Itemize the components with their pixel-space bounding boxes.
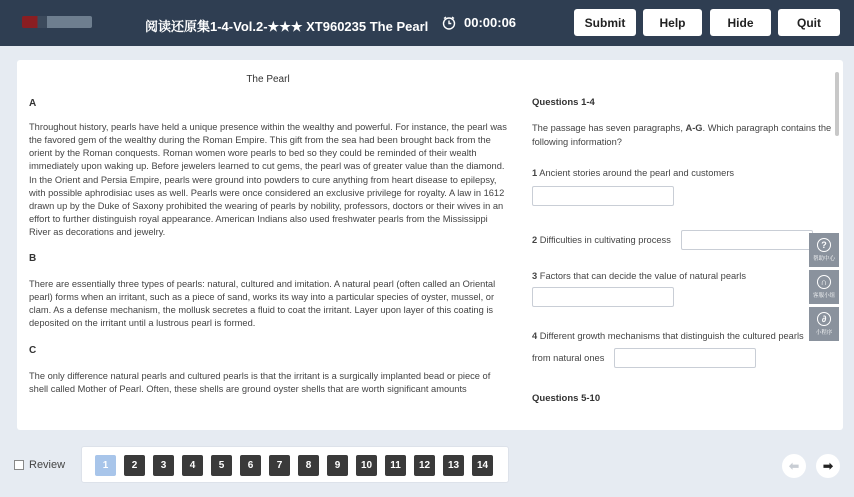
paragraph-text: The only difference natural pearls and cultured pearls is that the irritant is a surgically implanted bead or piece of shell called Mother of Pearl. Often, these shells are ground oyster shells that are worth significant amounts [29,370,491,394]
quit-button[interactable]: Quit [778,9,840,36]
test-title: 阅读还原集1-4-Vol.2-★★★ XT960235 The Pearl [145,19,429,34]
answer-input-1[interactable] [532,186,674,206]
page-button[interactable]: 2 [124,455,145,476]
review-toggle[interactable] [14,459,65,471]
next-arrow-button[interactable] [816,454,840,478]
prev-arrow-button[interactable] [782,454,806,478]
review-label: Review [29,459,66,471]
page-button[interactable]: 1 [95,455,116,476]
help-center-icon: ? [817,238,831,252]
content-panel [17,60,843,430]
help-center-label: 帮助中心 [812,256,835,262]
question-item: 2 Difficulties in cultivating process [532,230,832,250]
passage-title: The Pearl [246,74,290,85]
customer-service-label: 客服小组 [812,293,835,299]
question-item-continued: from natural ones [532,348,832,368]
page-button[interactable]: 11 [385,455,406,476]
page-button[interactable]: 13 [443,455,464,476]
page-button[interactable]: 5 [211,455,232,476]
top-bar [0,0,854,46]
page-button[interactable]: 9 [327,455,348,476]
page-button[interactable]: 3 [153,455,174,476]
review-checkbox[interactable] [14,460,24,470]
scrollbar[interactable] [835,72,839,136]
page-button[interactable]: 10 [356,455,377,476]
help-button[interactable]: Help [643,9,702,36]
page-button[interactable]: 12 [414,455,435,476]
answer-input-4[interactable] [614,348,756,368]
paragraph-letter: C [29,344,37,356]
clock-icon [442,16,456,30]
arrow-right-icon: ➡ [822,459,834,473]
mini-program-icon: ∂ [817,312,831,326]
paragraph-letter: A [29,98,37,110]
mini-program-widget[interactable] [809,307,839,341]
timer-value: 00:00:06 [464,15,517,30]
brand-logo [22,16,92,28]
questions-instruction: The passage has seven paragraphs, A-G. Which paragraph contains the following information? [532,123,832,147]
passage-pane[interactable] [29,68,507,430]
questions-heading: Questions 5-10 [532,393,601,404]
page-button[interactable]: 14 [472,455,493,476]
customer-service-widget[interactable] [809,270,839,304]
answer-input-2[interactable] [681,230,813,250]
questions-heading: Questions 1-4 [532,97,595,108]
submit-button[interactable]: Submit [574,9,636,36]
page-button[interactable]: 7 [269,455,290,476]
hide-button[interactable]: Hide [710,9,771,36]
paragraph-text: Throughout history, pearls have held a unique presence within the wealthy and powerful. For instance, the pearl was the favored gem of the wealthy during the Roman Empire. This gift from the sea had been brought back from the orient by the Roman conquests. Roman women wore pearls to bed so they could be reminded of their wealth immediately upon waking up. Before jewelers learned to cut gems, the pearl was of greater value than the diamond. In the Orient and Persia Empire, pearls were ground into powders to cure anything from heart disease to epilepsy, with possible aphrodisiac uses as well. Pearls were once considered an exclusive privilege for royalty. A law in 1612 drawn up by the Duke of Saxony prohibited the wearing of pearls by nobility, professors, doctors or their wives in an effort to further distinguish royal appearance. American Indians also used freshwater pearls from the Mississippi River as decorations and jewelry. [29,122,507,237]
question-item: 1 Ancient stories around the pearl and customers [532,168,735,178]
questions-pane[interactable] [532,96,832,406]
answer-input-3[interactable] [532,287,674,307]
page-button[interactable]: 8 [298,455,319,476]
arrow-left-icon: ⬅ [788,459,800,473]
footer-bar [0,437,854,497]
paragraph-letter: B [29,253,37,265]
page-button[interactable]: 4 [182,455,203,476]
question-item: 3 Factors that can decide the value of natural pearls [532,271,746,281]
mini-program-label: 小程序 [815,330,833,336]
customer-service-icon: ∩ [817,275,831,289]
question-item: 4 Different growth mechanisms that distinguish the cultured pearls [532,331,804,341]
page-button[interactable]: 6 [240,455,261,476]
timer [442,15,516,30]
paragraph-text: There are essentially three types of pearls: natural, cultured and imitation. A natural pearl (often called an Oriental pearl) forms when an irritant, such as a piece of sand, works its way into a particular species of oyster, mussel, or clam. As a defense mechanism, the mollusk secretes a fluid to coat the irritant. Layer upon layer of this coating is deposited on the irritant until a lustrous pearl is formed. [29,279,496,329]
help-center-widget[interactable] [809,233,839,267]
question-navigator [81,446,509,483]
